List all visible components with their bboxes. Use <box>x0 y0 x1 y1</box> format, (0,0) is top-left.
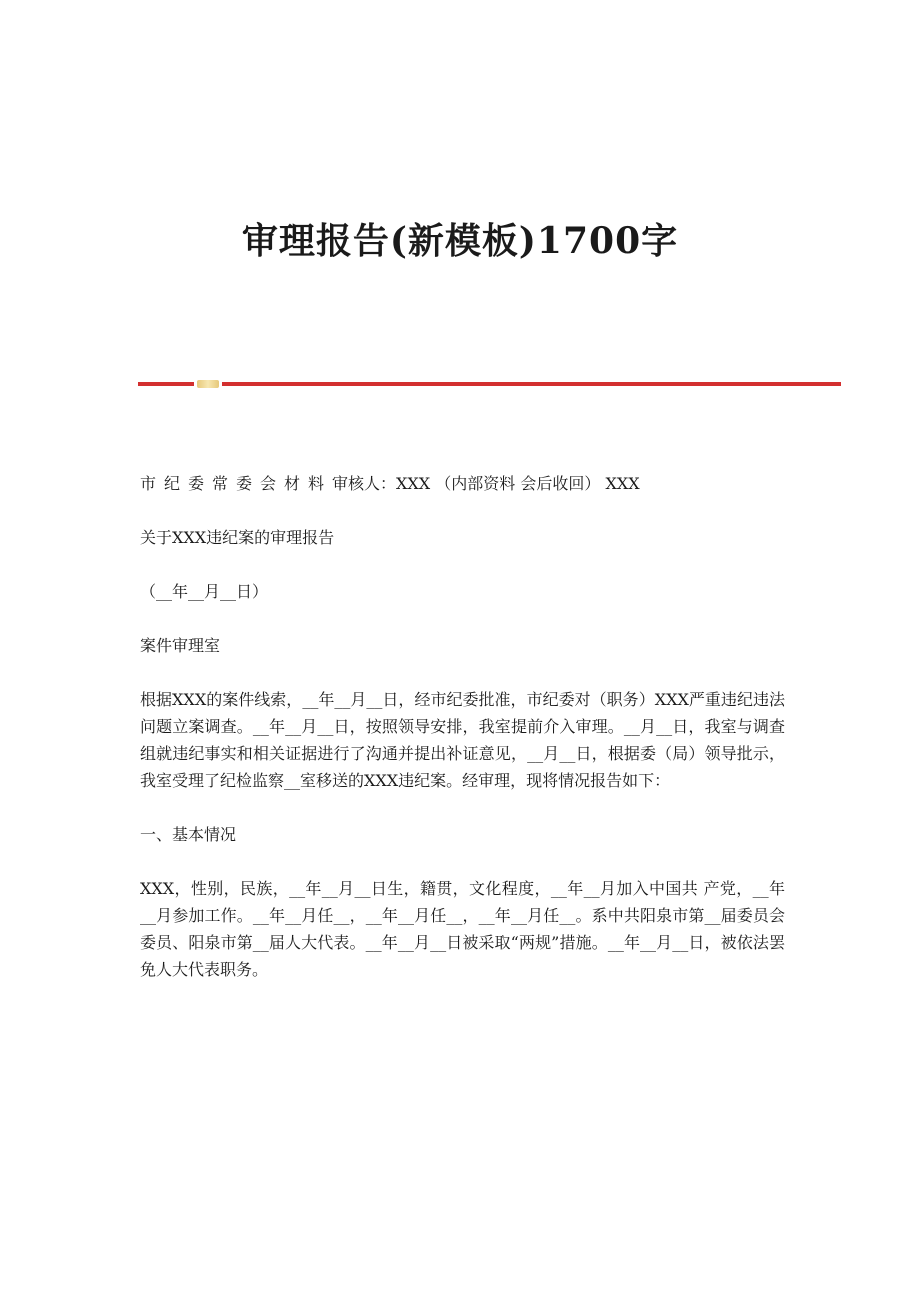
divider-line-left <box>138 382 194 386</box>
basic-info-paragraph: XXX，性别，民族，__年__月__日生，籍贯，文化程度，__年__月加入中国共 产党，__年__月参加工作。__年__月任__，__年__月任__，__年__月任__。系中共阳泉市第__届委员会委员、阳泉市第__届人大代表。__年__月__日被采取“两规”措施。__年__月__日，被依法罢免人大代表职务。 <box>140 879 785 979</box>
document-body <box>140 470 785 1010</box>
header-committee-material: 市纪委常委会材料 <box>140 474 333 493</box>
header-reviewer-info: 审核人：XXX （内部资料 会后收回） XXX <box>332 474 640 493</box>
divider-ornament-icon <box>197 380 219 388</box>
report-date: （__年__月__日） <box>140 582 269 601</box>
divider-line-right <box>222 382 841 386</box>
header-line <box>140 470 785 497</box>
section-heading-basic-info: 一、基本情况 <box>140 825 237 844</box>
title-divider <box>138 379 841 389</box>
intro-paragraph: 根据XXX的案件线索，__年__月__日，经市纪委批准，市纪委对（职务）XXX严重违纪违法问题立案调查。__年__月__日，按照领导安排，我室提前介入审理。__月__日，我室与调查组就违纪事实和相关证据进行了沟通并提出补证意见，__月__日，根据委（局）领导批示，我室受理了纪检监察__室移送的XXX违纪案。经审理，现将情况报告如下： <box>140 690 785 790</box>
report-title: 关于XXX违纪案的审理报告 <box>140 528 335 547</box>
document-title: 审理报告(新模板)1700字 <box>241 220 679 262</box>
department-name: 案件审理室 <box>140 636 221 655</box>
